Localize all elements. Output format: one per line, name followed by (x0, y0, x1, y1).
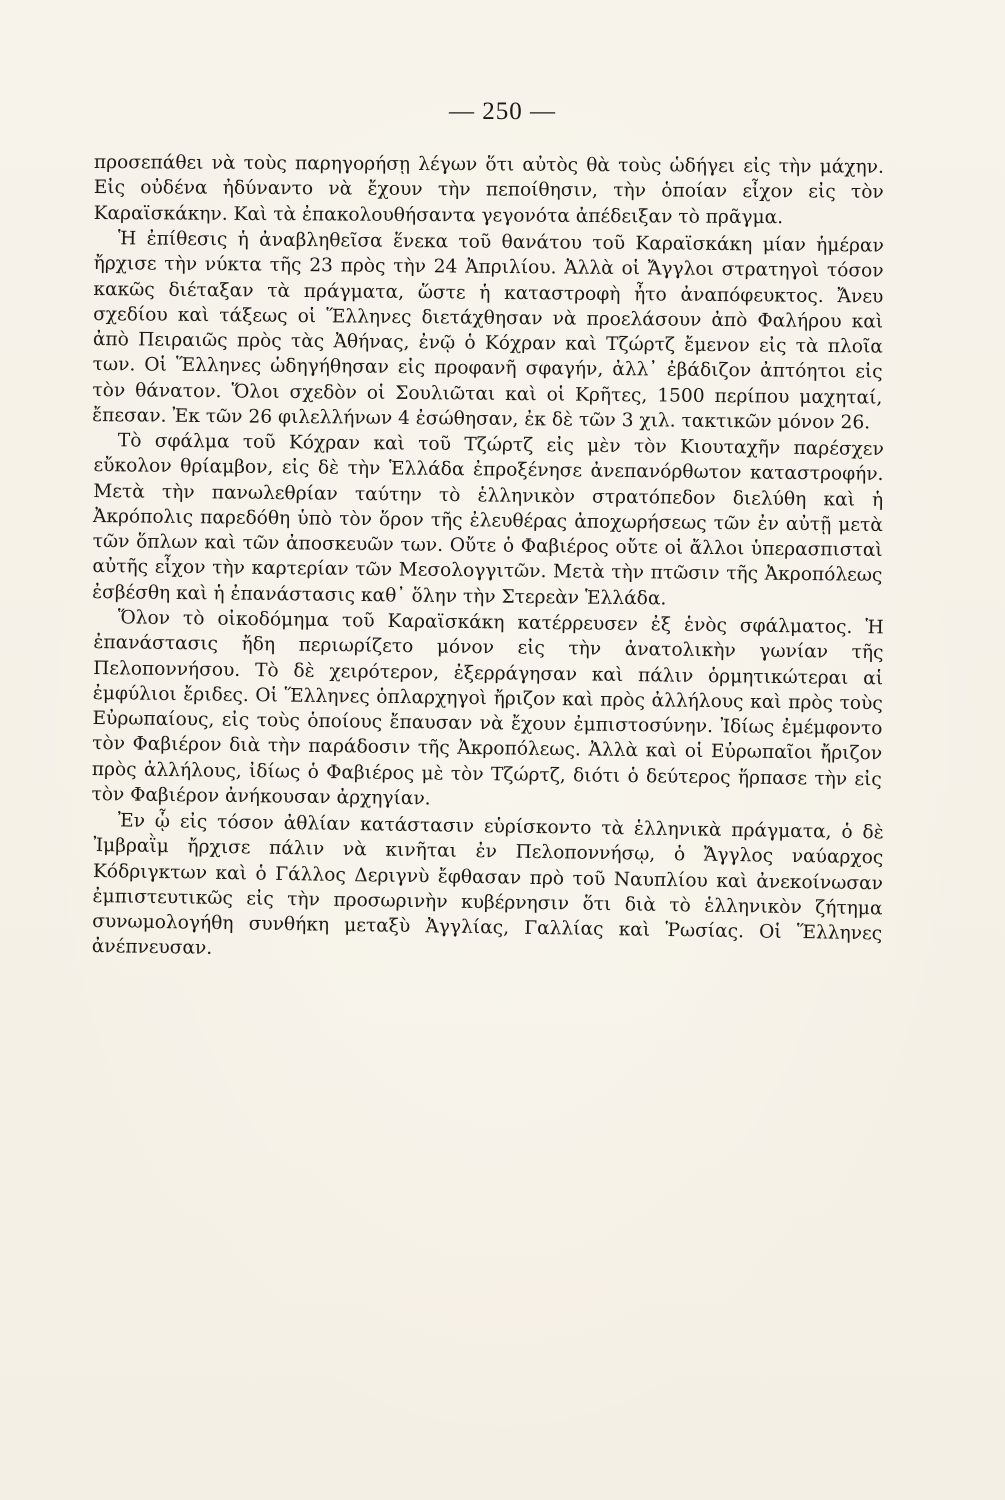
paragraph-4: Ὅλον τὸ οἰκοδόμημα τοῦ Καραϊσκάκη κατέρρευσεν ἐξ ἑνὸς σφάλματος. Ἡ ἐπανάστασις ἤδη περιωρίζετο μόνον εἰς τὴν ἀνατολικὴν γωνίαν τῆς Πελοποννήσου. Τὸ δὲ χειρότερον, ἐξερράγησαν καὶ πάλιν ὁρμητικώτεραι αἱ ἐμφύλιοι ἔριδες. Οἱ Ἕλληνες ὁπλαρχηγοὶ ἤριζον καὶ πρὸς ἀλλήλους καὶ πρὸς τοὺς Εὐρωπαίους, εἰς τοὺς ὁποίους ἔπαυσαν νὰ ἔχουν ἐμπιστοσύνην. Ἰδίως ἐμέμφοντο τὸν Φαβιέρον διὰ τὴν παράδοσιν τῆς Ἀκροπόλεως. Ἀλλὰ καὶ οἱ Εὐρωπαῖοι ἤριζον πρὸς ἀλλήλους, ἰδίως ὁ Φαβιέρος μὲ τὸν Τζώρτζ, διότι ὁ δεύτερος ἥρπασε τὴν εἰς τὸν Φαβιέρον ἀνήκουσαν ἀρχηγίαν. (91, 607, 884, 810)
paragraph-2: Ἡ ἐπίθεσις ἡ ἀναβληθεῖσα ἕνεκα τοῦ θανάτου τοῦ Καραϊσκάκη μίαν ἡμέραν ἤρχισε τὴν νύκτα τῆς 23 πρὸς τὴν 24 Ἀπριλίου. Ἀλλὰ οἱ Ἄγγλοι στρατηγοὶ τόσον κακῶς διέταξαν τὰ πράγματα, ὥστε ἡ καταστροφὴ ἦτο ἀναπόφευκτος. Ἄνευ σχεδίου καὶ τάξεως οἱ Ἕλληνες διετάχθησαν νὰ προελάσουν ἀπὸ Φαλήρου καὶ ἀπὸ Πειραιῶς πρὸς τὰς Ἀθήνας, ἐνῷ ὁ Κόχραν καὶ Τζώρτζ ἔμενον εἰς τὰ πλοῖα των. Οἱ Ἕλληνες ὡδηγήθησαν εἰς προφανῆ σφαγήν, ἀλλ᾽ ἐβάδιζον ἀπτόητοι εἰς τὸν θάνατον. Ὅλοι σχεδὸν οἱ Σουλιῶται καὶ οἱ Κρῆτες, 1500 περίπου μαχηταί, ἔπεσαν. Ἐκ τῶν 26 φιλελλήνων 4 ἐσώθησαν, ἐκ δὲ τῶν 3 χιλ. τακτικῶν μόνον 26. (92, 228, 884, 434)
paragraph-1: προσεπάθει νὰ τοὺς παρηγορήσῃ λέγων ὅτι αὐτὸς θὰ τοὺς ὡδήγει εἰς τὴν μάχην. Εἰς οὐδένα ἠδύναντο νὰ ἔχουν τὴν πεποίθησιν, τὴν ὁποίαν εἶχον εἰς τὸν Καραϊσκάκην. Καὶ τὰ ἐπακολουθήσαντα γεγονότα ἀπέδειξαν τὸ πρᾶγμα. (93, 151, 884, 228)
paragraph-5: Ἐν ᾧ εἰς τόσον ἀθλίαν κατάστασιν εὑρίσκοντο τὰ ἑλληνικὰ πράγματα, ὁ δὲ Ἰμβραῒμ ἤρχισε πάλιν νὰ κινῆται ἐν Πελοποννήσῳ, ὁ Ἄγγλος ναύαρχος Κόδριγκτων καὶ ὁ Γάλλος Δεριγνὺ ἔφθασαν πρὸ τοῦ Ναυπλίου καὶ ἀνεκοίνωσαν ἐμπιστευτικῶς εἰς τὴν προσωρινὴν κυβέρνησιν ὅτι διὰ τὸ ἑλληνικὸν ζήτημα συνωμολογήθη συνθήκη μεταξὺ Ἀγγλίας, Γαλλίας καὶ Ῥωσίας. Οἱ Ἕλληνες ἀνέπνευσαν. (91, 810, 884, 960)
page-number: — 250 — (449, 98, 556, 125)
page-body (91, 150, 884, 960)
paragraph-3: Τὸ σφάλμα τοῦ Κόχραν καὶ τοῦ Τζώρτζ εἰς μὲν τὸν Κιουταχῆν παρέσχεν εὔκολον θρίαμβον, εἰς δὲ τὴν Ἑλλάδα ἐπροξένησε ἀνεπανόρθωτον καταστροφήν. Μετὰ τὴν πανωλεθρίαν ταύτην τὸ ἑλληνικὸν στρατόπεδον διελύθη καὶ ἡ Ἀκρόπολις παρεδόθη ὑπὸ τὸν ὅρον τῆς ἐλευθέρας ἀποχωρήσεως τῶν ἐν αὐτῇ μετὰ τῶν ὅπλων καὶ τῶν ἀποσκευῶν των. Οὔτε ὁ Φαβιέρος οὔτε οἱ ἄλλοι ὑπερασπισταὶ αὐτῆς εἶχον τὴν καρτερίαν τῶν Μεσολογγιτῶν. Μετὰ τὴν πτῶσιν τῆς Ἀκροπόλεως ἐσβέσθη καὶ ἡ ἐπανάστασις καθ᾽ ὅλην τὴν Στερεὰν Ἑλλάδα. (92, 430, 884, 610)
